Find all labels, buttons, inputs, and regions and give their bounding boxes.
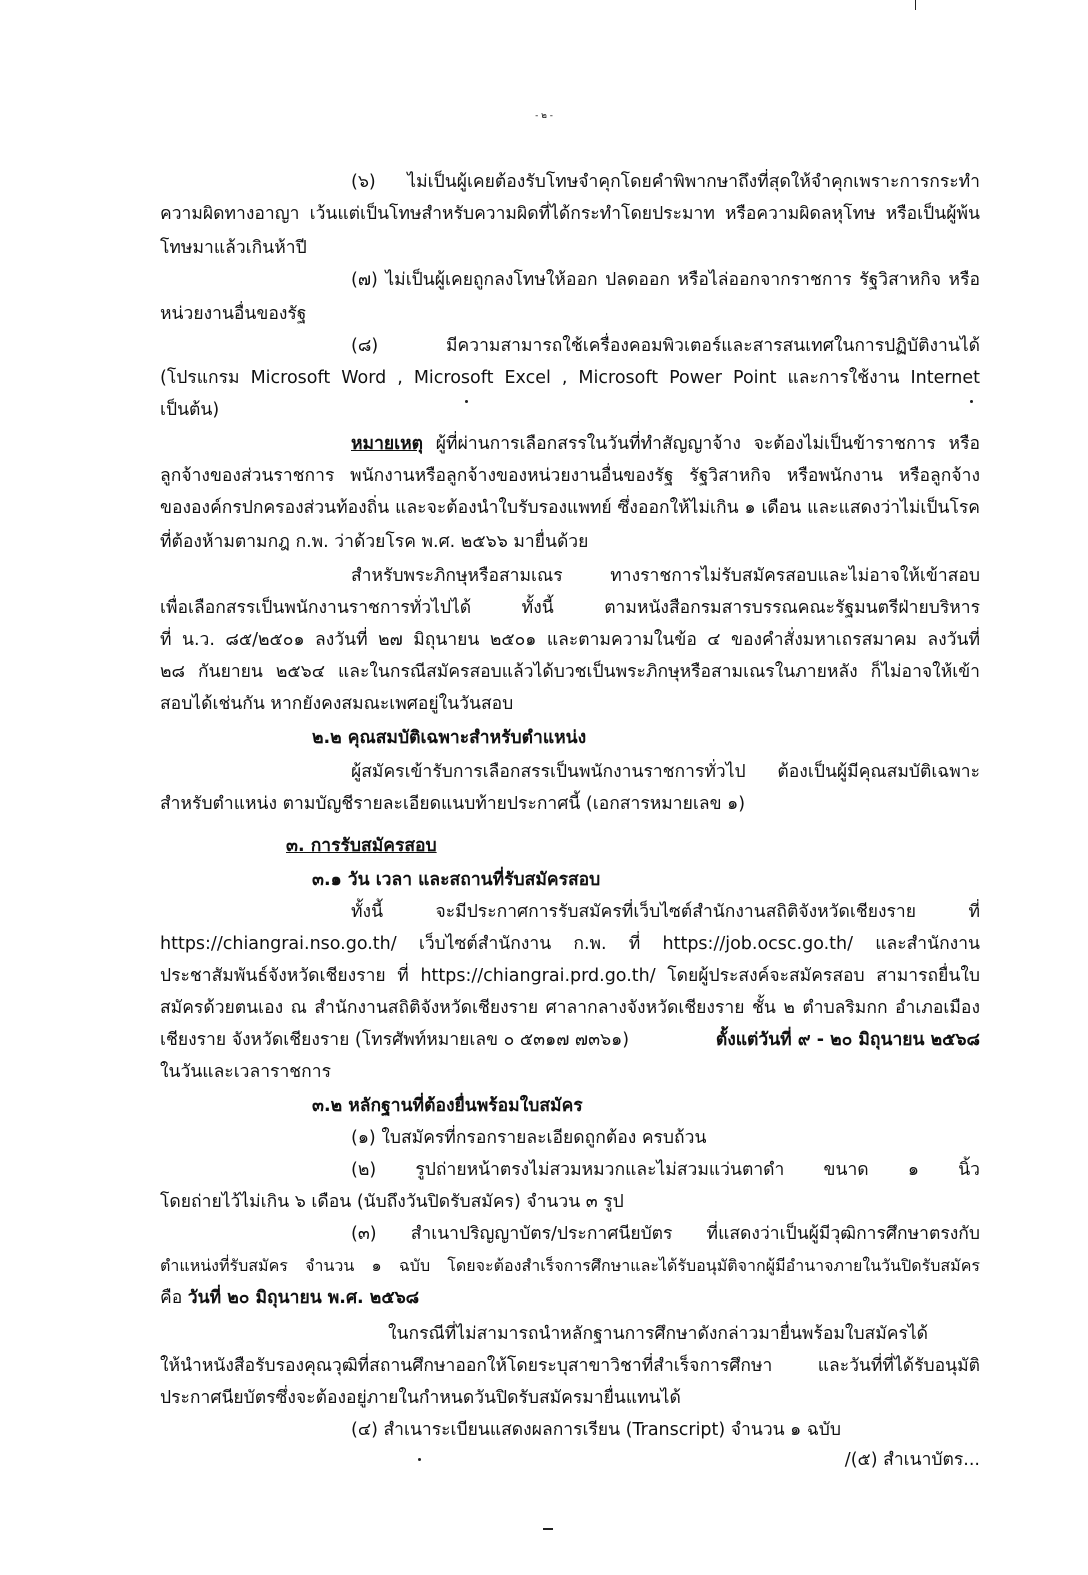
scan-mark — [543, 1528, 553, 1530]
monk-line-4: ๒๘ กันยายน ๒๕๖๔ และในกรณีสมัครสอบแล้วได้บวชเป็นพระภิกษุหรือสามเณรในภายหลัง ก็ไม่อาจให้เข้า — [160, 662, 980, 682]
section-2-2-heading: ๒.๒ คุณสมบัติเฉพาะสำหรับตำแหน่ง — [312, 728, 587, 748]
section-3-1-line-5 — [160, 1028, 980, 1052]
section-3-heading: ๓. การรับสมัครสอบ — [286, 836, 437, 856]
section-2-2-line-2: สำหรับตำแหน่ง ตามบัญชีรายละเอียดแนบท้ายประกาศนี้ (เอกสารหมายเลข ๑) — [160, 794, 746, 814]
doc-item-3-line-2: ตำแหน่งที่รับสมัคร จำนวน ๑ ฉบับ โดยจะต้องสำเร็จการศึกษาและได้รับอนุมัติจากผู้มีอำนาจภายในวันปิดรับสมัคร — [160, 1256, 980, 1275]
note-line-3: ขององค์กรปกครองส่วนท้องถิ่น และจะต้องนำใบรับรองแพทย์ ซึ่งออกให้ไม่เกิน ๑ เดือน และแสดงว่าไม่เป็นโรค — [160, 498, 980, 518]
condition-line-1: ในกรณีที่ไม่สามารถนำหลักฐานการศึกษาดังกล่าวมายื่นพร้อมใบสมัครได้ — [388, 1324, 929, 1344]
section-3-1-line-2: https://chiangrai.nso.go.th/ เว็บไซต์สำนักงาน ก.พ. ที่ https://job.ocsc.go.th/ และสำนักงาน — [160, 934, 980, 954]
condition-line-3: ประกาศนียบัตรซึ่งจะต้องอยู่ภายในกำหนดวันปิดรับสมัครมายื่นแทนได้ — [160, 1388, 681, 1408]
section-3-1-line-4: สมัครด้วยตนเอง ณ สำนักงานสถิติจังหวัดเชียงราย ศาลากลางจังหวัดเชียงราย ชั้น ๒ ตำบลริมกก อำเภอเมือง — [160, 998, 980, 1018]
doc-item-2-line-1: (๒) รูปถ่ายหน้าตรงไม่สวมหมวกและไม่สวมแว่นตาดำ ขนาด ๑ นิ้ว — [351, 1160, 980, 1180]
doc-item-1: (๑) ใบสมัครที่กรอกรายละเอียดถูกต้อง ครบถ้วน — [351, 1128, 707, 1148]
monk-line-2: เพื่อเลือกสรรเป็นพนักงานราชการทั่วไปได้ ทั้งนี้ ตามหนังสือกรมสารบรรณคณะรัฐมนตรีฝ่ายบริหาร — [160, 598, 980, 618]
condition-line-2: ให้นำหนังสือรับรองคุณวุฒิที่สถานศึกษาออกให้โดยระบุสาขาวิชาที่สำเร็จการศึกษา และวันที่ที่ได้รับอนุมัติ — [160, 1356, 980, 1376]
scan-speck — [418, 1458, 421, 1461]
doc-item-3-line-1: (๓) สำเนาปริญญาบัตร/ประกาศนียบัตร ที่แสดงว่าเป็นผู้มีวุฒิการศึกษาตรงกับ — [351, 1224, 980, 1244]
item-8-line-3: เป็นต้น) — [160, 400, 220, 420]
note-line-1 — [351, 432, 980, 456]
item-6-line-2: ความผิดทางอาญา เว้นแต่เป็นโทษสำหรับความผิดที่ได้กระทำโดยประมาท หรือความผิดลหุโทษ หรือเป็นผู้พ้น — [160, 204, 980, 224]
item-7-line-2: หน่วยงานอื่นของรัฐ — [160, 304, 307, 324]
doc-item-3-prefix: คือ — [160, 1288, 183, 1308]
note-text: ผู้ที่ผ่านการเลือกสรรในวันที่ทำสัญญาจ้าง จะต้องไม่เป็นข้าราชการ หรือ — [435, 434, 980, 454]
page-number: - ๒ - — [535, 111, 553, 121]
continuation-marker: /(๕) สำเนาบัตร... — [844, 1450, 980, 1470]
note-label: หมายเหตุ — [351, 434, 424, 454]
monk-line-5: สอบได้เช่นกัน หากยังคงสมณะเพศอยู่ในวันสอบ — [160, 694, 514, 714]
item-6-line-1: (๖) ไม่เป็นผู้เคยต้องรับโทษจำคุกโดยคำพิพากษาถึงที่สุดให้จำคุกเพราะการกระทำ — [351, 172, 980, 192]
section-3-1-line-6: ในวันและเวลาราชการ — [160, 1062, 331, 1082]
section-3-1-heading: ๓.๑ วัน เวลา และสถานที่รับสมัครสอบ — [312, 870, 601, 890]
scan-speck — [465, 400, 468, 403]
scan-mark — [915, 0, 916, 10]
item-8-line-2: (โปรแกรม Microsoft Word , Microsoft Excel , Microsoft Power Point และการใช้งาน Internet — [160, 368, 980, 388]
deadline-date: วันที่ ๒๐ มิถุนายน พ.ศ. ๒๕๖๘ — [187, 1288, 420, 1308]
doc-item-2-line-2: โดยถ่ายไว้ไม่เกิน ๖ เดือน (นับถึงวันปิดรับสมัคร) จำนวน ๓ รูป — [160, 1192, 624, 1212]
doc-item-3-line-3 — [160, 1286, 419, 1310]
section-2-2-line-1: ผู้สมัครเข้ารับการเลือกสรรเป็นพนักงานราชการทั่วไป ต้องเป็นผู้มีคุณสมบัติเฉพาะ — [351, 762, 980, 782]
doc-item-4: (๔) สำเนาระเบียนแสดงผลการเรียน (Transcript) จำนวน ๑ ฉบับ — [351, 1420, 841, 1440]
item-6-line-3: โทษมาแล้วเกินห้าปี — [160, 238, 307, 258]
note-line-4: ที่ต้องห้ามตามกฎ ก.พ. ว่าด้วยโรค พ.ศ. ๒๕๖๖ มายื่นด้วย — [160, 532, 589, 552]
item-8-line-1: (๘) มีความสามารถใช้เครื่องคอมพิวเตอร์และสารสนเทศในการปฏิบัติงานได้ — [351, 336, 980, 356]
section-3-2-heading: ๓.๒ หลักฐานที่ต้องยื่นพร้อมใบสมัคร — [312, 1096, 583, 1116]
scan-speck — [970, 400, 973, 403]
item-7-line-1: (๗) ไม่เป็นผู้เคยถูกลงโทษให้ออก ปลดออก หรือไล่ออกจากราชการ รัฐวิสาหกิจ หรือ — [351, 270, 980, 290]
note-line-2: ลูกจ้างของส่วนราชการ พนักงานหรือลูกจ้างของหน่วยงานอื่นของรัฐ รัฐวิสาหกิจ หรือพนักงาน หรือลูกจ้าง — [160, 466, 980, 486]
monk-line-3: ที่ น.ว. ๘๕/๒๕๐๑ ลงวันที่ ๒๗ มิถุนายน ๒๕๐๑ และตามความในข้อ ๔ ของคำสั่งมหาเถรสมาคม ลงวันที่ — [160, 630, 980, 650]
section-3-1-line-1: ทั้งนี้ จะมีประกาศการรับสมัครที่เว็บไซต์สำนักงานสถิติจังหวัดเชียงราย ที่ — [351, 902, 980, 922]
section-3-1-line-3: ประชาสัมพันธ์จังหวัดเชียงราย ที่ https://chiangrai.prd.go.th/ โดยผู้ประสงค์จะสมัครสอบ สามารถยื่นใบ — [160, 966, 980, 986]
phone-text: เชียงราย จังหวัดเชียงราย (โทรศัพท์หมายเลข ๐ ๕๓๑๗ ๗๓๖๑) — [160, 1030, 630, 1050]
apply-dates: ตั้งแต่วันที่ ๙ - ๒๐ มิถุนายน ๒๕๖๘ — [715, 1030, 980, 1050]
monk-line-1: สำหรับพระภิกษุหรือสามเณร ทางราชการไม่รับสมัครสอบและไม่อาจให้เข้าสอบ — [351, 566, 980, 586]
